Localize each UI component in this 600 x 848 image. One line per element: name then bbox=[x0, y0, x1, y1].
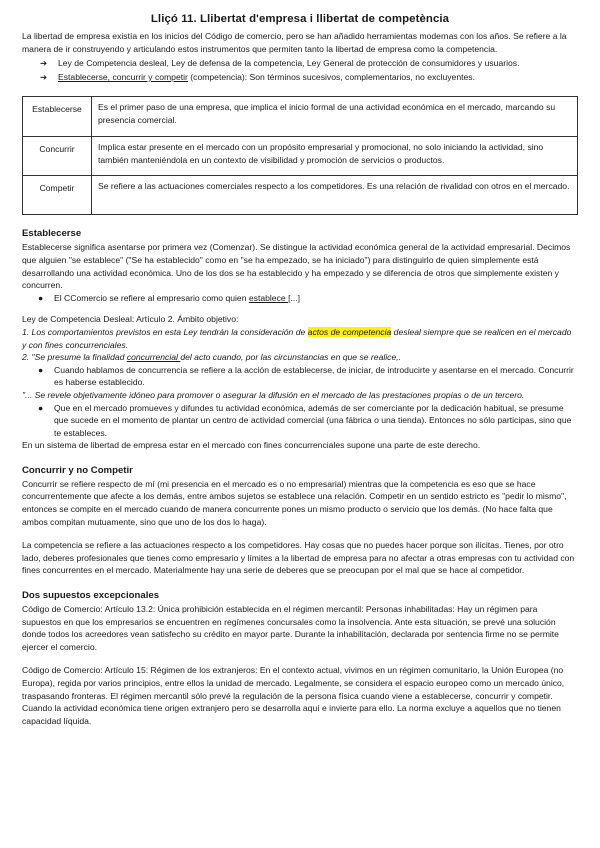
quote-2 bbox=[22, 351, 578, 364]
establecerse-paragraph: Establecerse significa asentarse por primera vez (Comenzar). Se distingue la actividad económica general de la actividad empresarial. Decimos que alguien "se establece" ("Se ha establecido" como en "se ha empezado, se ha iniciado") para distinguirlo de quien simplemente está desarrollando una actividad económica. Uno de los dos se ha establecido y ha empezado y se diferencia de otros que simplemente existen y concurren. bbox=[22, 242, 571, 291]
table-cell-term: Concurrir bbox=[23, 137, 92, 176]
table-row bbox=[23, 176, 578, 215]
bullet-text: Cuando hablamos de concurrencia se refiere a la acción de establecerse, de iniciar, de introducirte y asentarse en el mercado. Concurrir es haberse establecido. bbox=[54, 364, 574, 388]
document-page bbox=[22, 8, 578, 727]
concurrir-paragraph-1: Concurrir se refiere respecto de mí (mi presencia en el mercado es o no empresarial) mientras que la competencia es eso que se hace concurrentemente que afecte a los demás, entre ambos sujetos se establece una relación. Competir en un sentido estricto es "pedir lo mismo", entonces se compite en el mercado cuando de manera concurrente pones un mismo producto o servicio que los demás. (No hace falta que ambos compitan mutuamente, sino que uno de los dos lo haga). bbox=[22, 478, 567, 527]
ley-list-a bbox=[38, 364, 578, 389]
quote-text: del acto cuando, por las circunstancias en que se realice,. bbox=[180, 352, 402, 363]
list-item bbox=[40, 57, 578, 70]
section-supuestos bbox=[22, 589, 578, 727]
bullet-ellipsis: [...] bbox=[288, 292, 301, 303]
bullet-icon: ● bbox=[38, 364, 44, 375]
quote-1 bbox=[22, 326, 578, 351]
section-heading: Establecerse bbox=[22, 228, 82, 240]
list-item bbox=[38, 292, 578, 305]
list-item bbox=[38, 364, 578, 389]
quote-text: 2. "Se presume la finalidad bbox=[22, 352, 127, 363]
table-cell-definition: Es el primer paso de una empresa, que implica el inicio formal de una actividad económica en el mercado, marcando su presencia comercial. bbox=[92, 97, 578, 137]
concurrir-paragraph-2: La competencia se refiere a las actuaciones respecto a los competidores. Hay cosas que no puedes hacer porque son ilícitas. Tienes, por otro lado, deberes profesionales que tienes como empresario y límites a la libertad de empresa para no afectar a otras empresas con tu actividad con fines concurrentes en el mercado. Materialmente hay una serie de deberes que se preocupan por el mal que se hace al competidor. bbox=[22, 540, 575, 576]
ley-line: Ley de Competencia Desleal: Artículo 2. Ámbito objetivo: bbox=[22, 314, 239, 325]
arrow-icon: ➔ bbox=[40, 58, 48, 69]
quote-text: 1. Los comportamientos previstos en esta Ley tendrán la consideración de bbox=[22, 326, 308, 337]
table-row bbox=[23, 97, 578, 137]
section-heading: Concurrir y no Competir bbox=[22, 464, 133, 476]
bullet-icon: ● bbox=[38, 292, 44, 303]
intro-bullet-laws: Ley de Competencia desleal, Ley de defensa de la competencia, Ley General de protección de consumidores y usuarios. bbox=[58, 58, 520, 69]
section-concurrir bbox=[22, 464, 578, 577]
ley-closing: En un sistema de libertad de empresa estar en el mercado con fines concurrenciales supone una parte de este derecho. bbox=[22, 440, 481, 451]
table-cell-definition: Implica estar presente en el mercado con un propósito empresarial y promocional, no solo iniciando la actividad, sino también manteniéndola en un contexto de visibilidad y promoción de servicios o productos. bbox=[92, 137, 578, 176]
intro-list bbox=[40, 57, 578, 83]
highlighted-text: actos de competencia bbox=[307, 326, 392, 337]
intro-bullet-terms-rest: (competencia): Son términos sucesivos, complementarios, no excluyentes. bbox=[187, 71, 475, 82]
arrow-icon: ➔ bbox=[40, 71, 48, 82]
section-establecerse bbox=[22, 227, 578, 452]
quote-text: desleal siempre que se realicen en el mercado y con fines concurrenciales. bbox=[22, 326, 572, 350]
intro-bullet-terms: Establecerse, concurrir y competir bbox=[58, 71, 188, 82]
bullet-text: Que en el mercado promueves y difundes tu actividad económica, además de ser comerciante por la dedicación habitual, se presume que sucede en el momento de plantar un centro de actividad comercial (una fábrica o una tienda). Entonces no sólo participas, sino que te estableces. bbox=[54, 402, 572, 438]
table-cell-definition: Se refiere a las actuaciones comerciales respecto a los competidores. Es una relación de rivalidad con otros en el mercado. bbox=[92, 176, 578, 215]
bullet-icon: ● bbox=[38, 402, 44, 413]
underlined-text: concurrencial bbox=[126, 352, 181, 363]
definitions-table bbox=[22, 96, 578, 215]
page-title: Lliçó 11. Llibertat d'empresa i llibertat de competència bbox=[150, 13, 450, 25]
list-item bbox=[40, 71, 578, 84]
bullet-text: El CComercio se refiere al empresario como quien bbox=[54, 292, 249, 303]
supuestos-paragraph-2: Código de Comercio: Artículo 15: Régimen de los extranjeros: En el contexto actual, vivimos en un régimen comunitario, la Unión Europea (no Europa), regida por varios principios, entre ellos la unidad de mercado. Legalmente, se considera el espacio europeo como un mercado único, traspasando fronteras. El régimen mercantil sólo prevé la regulación de la persona física cuando viene a establecerse, concurrir y competir. Cuando la actividad económica tiene origen extranjero pero se desarrolla aquí e invierte para ello. La norma excluye a aquellos que no tienen capacidad líquida. bbox=[22, 665, 565, 726]
bullet-underlined: establece bbox=[248, 292, 289, 303]
section-heading: Dos supuestos excepcionales bbox=[22, 590, 160, 602]
table-cell-term: Competir bbox=[23, 176, 92, 215]
ley-list-b bbox=[38, 402, 578, 440]
table-cell-term: Establecerse bbox=[23, 97, 92, 137]
list-item bbox=[38, 402, 578, 440]
establecerse-list bbox=[38, 292, 578, 305]
supuestos-paragraph-1: Código de Comercio: Artículo 13.2: Única prohibición establecida en el régimen mercantil: Personas inhabilitadas: Hay un régimen para supuestos en que los empresarios se encuentren en regímenes concursales como la insolvencia. Ante esta situación, se prevé una solución donde todos los acreedores vean satisfecho su crédito en mayor parte. Durante la inhabilitación, declarada por sentencia firme no se permite ejercer el comercio. bbox=[22, 604, 559, 652]
quote-3: "... Se revele objetivamente idóneo para promover o asegurar la difusión en el mercado de las prestaciones propias o de un tercero. bbox=[22, 389, 525, 400]
intro-paragraph: La libertad de empresa existía en los inicios del Código de comercio, pero se han añadido herramientas modernas con los años. Se refiere a la manera de ir construyendo y articulando estos instrumentos que permiten tanto la libertad de empresa como la competencia. bbox=[22, 31, 567, 54]
table-row bbox=[23, 137, 578, 176]
